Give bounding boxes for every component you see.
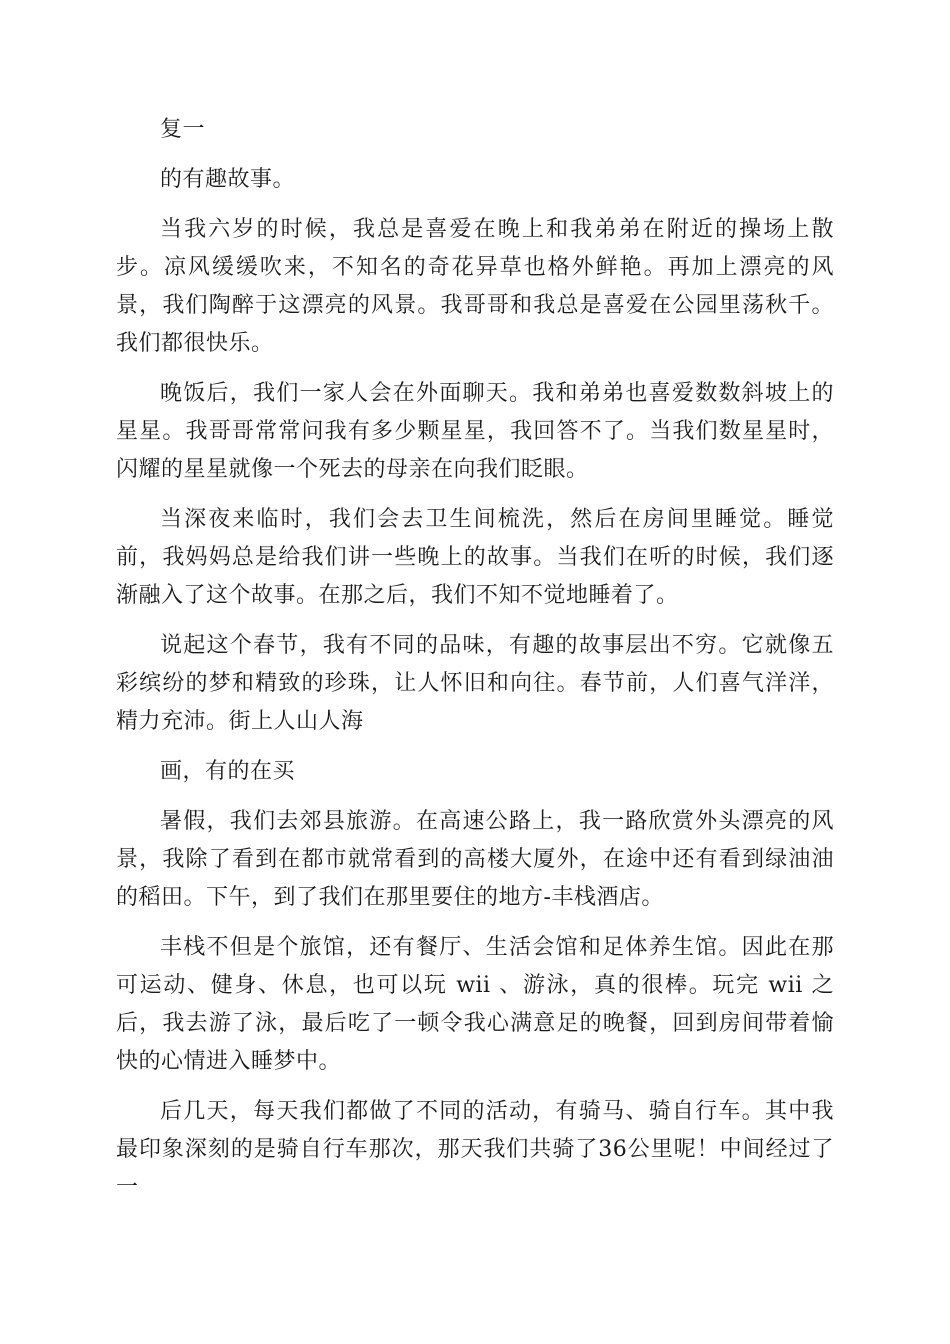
document-body bbox=[116, 111, 834, 1219]
paragraph-5: 当深夜来临时，我们会去卫生间梳洗，然后在房间里睡觉。睡觉前，我妈妈总是给我们讲一些晚上的故事。当我们在听的时候，我们逐渐融入了这个故事。在那之后，我们不知不觉地睡着了。 bbox=[116, 507, 834, 608]
paragraph-9: 丰栈不但是个旅馆，还有餐厅、生活会馆和足体养生馆。因此在那可运动、健身、休息，也可以玩 wii 、游泳，真的很棒。玩完 wii 之后，我去游了泳，最后吃了一顿令我心满意足的晚餐，回到房间带着愉快的心情进入睡梦中。 bbox=[116, 935, 834, 1074]
paragraph-6: 说起这个春节，我有不同的品味，有趣的故事层出不穷。它就像五彩缤纷的梦和精致的珍珠，让人怀旧和向往。春节前，人们喜气洋洋，精力充沛。街上人山人海 bbox=[116, 633, 834, 734]
paragraph-3: 当我六岁的时候，我总是喜爱在晚上和我弟弟在附近的操场上散步。凉风缓缓吹来，不知名的奇花异草也格外鲜艳。再加上漂亮的风景，我们陶醉于这漂亮的风景。我哥哥和我总是喜爱在公园里荡秋千。我们都很快乐。 bbox=[116, 217, 834, 356]
paragraph-8: 暑假，我们去郊县旅游。在高速公路上，我一路欣赏外头漂亮的风景，我除了看到在都市就常看到的高楼大厦外，在途中还有看到绿油油的稻田。下午，到了我们在那里要住的地方-丰栈酒店。 bbox=[116, 809, 834, 910]
paragraph-10: 后几天，每天我们都做了不同的活动，有骑马、骑自行车。其中我最印象深刻的是骑自行车那次，那天我们共骑了36公里呢！中间经过了一 bbox=[116, 1099, 834, 1200]
paragraph-4: 晚饭后，我们一家人会在外面聊天。我和弟弟也喜爱数数斜坡上的星星。我哥哥常常问我有多少颗星星，我回答不了。当我们数星星时，闪耀的星星就像一个死去的母亲在向我们眨眼。 bbox=[116, 381, 834, 482]
paragraph-1: 复一 bbox=[160, 117, 206, 142]
paragraph-2: 的有趣故事。 bbox=[160, 167, 296, 192]
paragraph-7: 画，有的在买 bbox=[160, 759, 296, 784]
